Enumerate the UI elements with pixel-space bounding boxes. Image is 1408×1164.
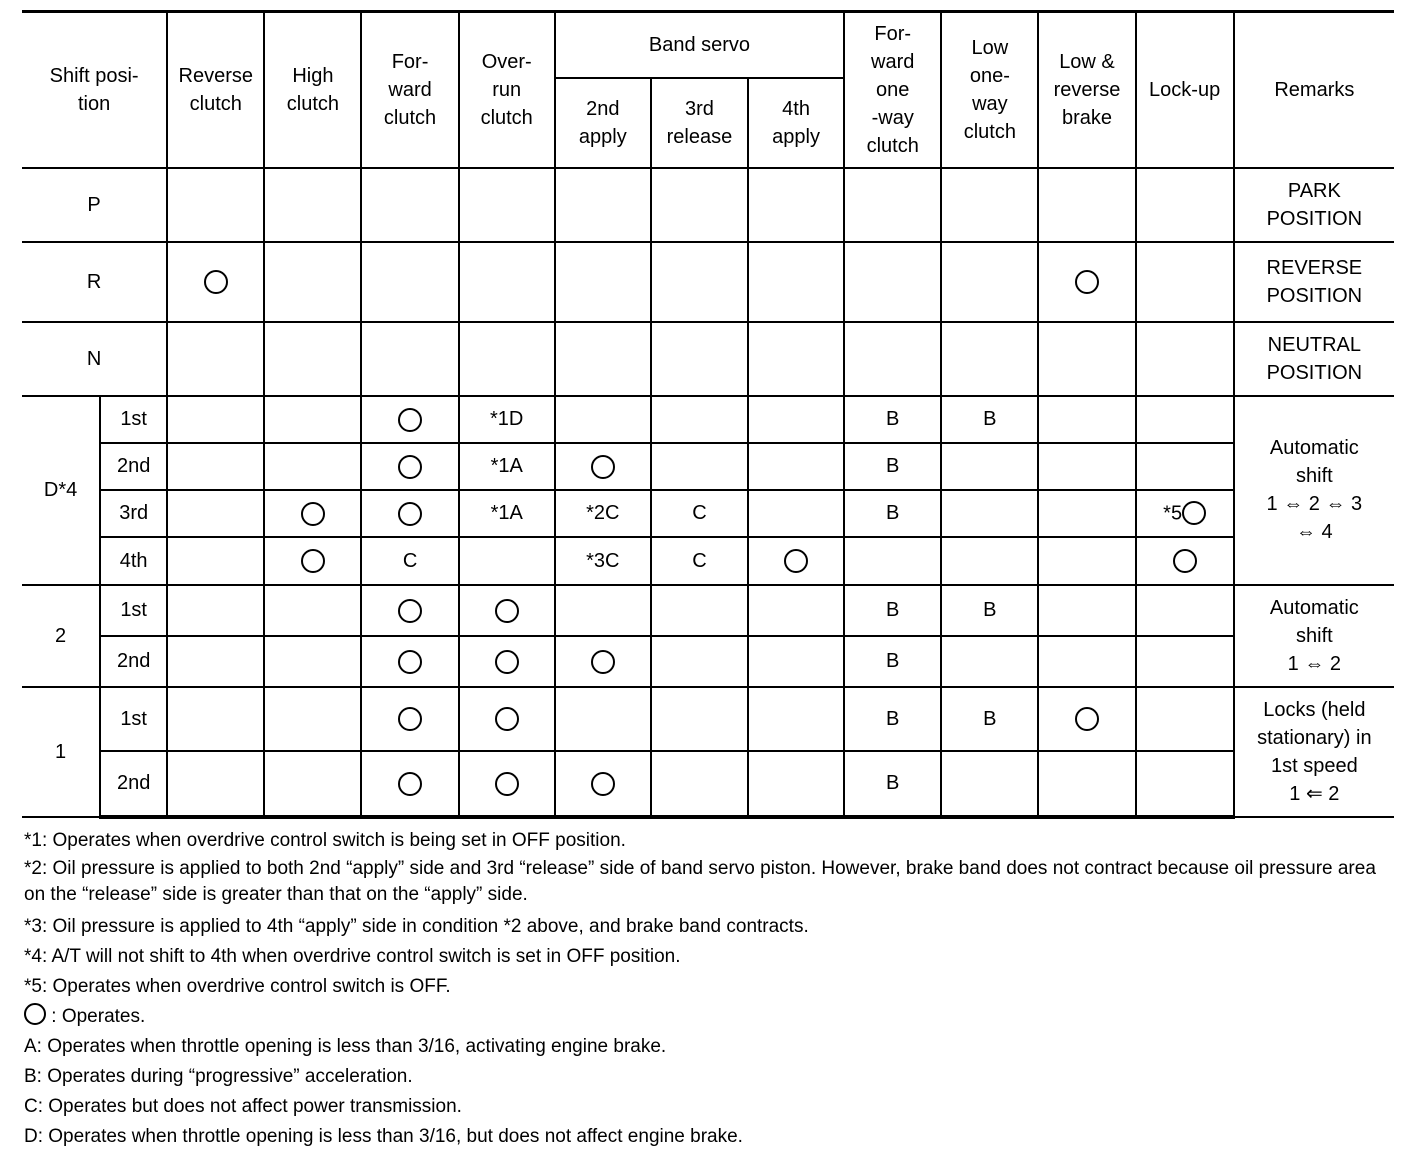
table-row: [22, 396, 1394, 443]
gear-label: 2nd: [100, 636, 167, 687]
table-cell: [555, 751, 651, 817]
table-cell: [167, 322, 264, 396]
table-cell: [167, 242, 264, 322]
table-cell: [264, 242, 361, 322]
footnote-3: *3: Oil pressure is applied to 4th “apply” side in condition *2 above, and brake band contracts.: [24, 916, 809, 937]
table-cell: [555, 396, 651, 443]
position-p: P: [22, 168, 167, 242]
table-cell: B: [844, 490, 941, 537]
table-cell: [844, 322, 941, 396]
table-cell: [651, 585, 748, 636]
table-cell: [1038, 396, 1135, 443]
header-reverse-clutch: Reverse clutch: [167, 12, 264, 168]
table-cell: [1136, 168, 1234, 242]
table-cell: [1136, 443, 1234, 490]
table-row: [22, 585, 1394, 636]
table-cell: [941, 751, 1038, 817]
header-forward-one-way-clutch: For- ward one -way clutch: [844, 12, 941, 168]
table-cell: [941, 242, 1038, 322]
operates-circle-icon: [1075, 270, 1099, 294]
legend-d: D: Operates when throttle opening is less than 3/16, but does not affect engine brake.: [24, 1126, 743, 1147]
operates-circle-icon: [591, 455, 615, 479]
table-cell: B: [844, 585, 941, 636]
operates-circle-icon: [1182, 501, 1206, 525]
table-cell: [459, 242, 555, 322]
table-row: [22, 636, 1394, 687]
table-cell: [1136, 490, 1234, 537]
table-cell: [361, 687, 458, 751]
table-cell: [651, 322, 748, 396]
table-cell: [361, 396, 458, 443]
operates-circle-icon: [591, 772, 615, 796]
table-cell: [264, 322, 361, 396]
footnote-4: *4: A/T will not shift to 4th when overdrive control switch is set in OFF position.: [24, 946, 681, 967]
legend-operates-label: : Operates.: [51, 1006, 146, 1027]
table-cell: [1038, 537, 1135, 585]
remarks-neutral: NEUTRAL POSITION: [1234, 322, 1394, 396]
table-cell: [844, 537, 941, 585]
operates-circle-icon: [591, 650, 615, 674]
table-cell: [264, 443, 361, 490]
table-cell: [459, 168, 555, 242]
operates-circle-icon: [398, 650, 422, 674]
table-cell: B: [941, 396, 1038, 443]
header-lock-up: Lock-up: [1136, 12, 1234, 168]
table-row: [22, 751, 1394, 817]
table-cell: *1A: [459, 490, 555, 537]
operates-circle-icon: [495, 599, 519, 623]
table-cell: [1136, 585, 1234, 636]
operates-circle-icon: [495, 707, 519, 731]
table-cell: [748, 168, 844, 242]
table-cell: [459, 687, 555, 751]
operates-circle-icon: [398, 707, 422, 731]
table-cell: [1038, 490, 1135, 537]
table-cell: *1A: [459, 443, 555, 490]
table-cell: [748, 242, 844, 322]
remarks-reverse: REVERSE POSITION: [1234, 242, 1394, 322]
header-low-one-way-clutch: Low one- way clutch: [941, 12, 1038, 168]
operates-circle-icon: [24, 1003, 46, 1025]
header-band-servo: Band servo: [555, 12, 844, 78]
table-cell: [1136, 396, 1234, 443]
table-cell: [555, 242, 651, 322]
table-cell: [651, 396, 748, 443]
table-cell: [651, 636, 748, 687]
gear-label: 1st: [100, 585, 167, 636]
operates-circle-icon: [495, 650, 519, 674]
gear-label: 1st: [100, 687, 167, 751]
table-cell: [264, 537, 361, 585]
table-cell: [651, 168, 748, 242]
table-cell: [264, 687, 361, 751]
table-cell: [1136, 751, 1234, 817]
table-cell: [1038, 168, 1135, 242]
table-cell: [1038, 322, 1135, 396]
table-cell: [1136, 242, 1234, 322]
header-overrun-clutch: Over- run clutch: [459, 12, 555, 168]
table-cell: C: [651, 490, 748, 537]
table-cell: [941, 322, 1038, 396]
table-cell: [555, 636, 651, 687]
table-cell: [361, 443, 458, 490]
table-cell: [748, 537, 844, 585]
table-cell: [167, 490, 264, 537]
table-cell: [1136, 687, 1234, 751]
table-cell: [651, 751, 748, 817]
operates-circle-icon: [398, 455, 422, 479]
table-cell: [1038, 242, 1135, 322]
position-2: 2: [22, 585, 100, 687]
table-cell: [264, 168, 361, 242]
table-cell: [264, 636, 361, 687]
table-cell: B: [941, 687, 1038, 751]
table-row: [22, 490, 1394, 537]
table-cell: [1136, 322, 1234, 396]
header-low-reverse-brake: Low & reverse brake: [1038, 12, 1135, 168]
position-r: R: [22, 242, 167, 322]
table-cell: [555, 585, 651, 636]
remarks-first: Locks (held stationary) in 1st speed 1 ⇐ 2: [1234, 687, 1394, 817]
table-row: [22, 443, 1394, 490]
header-band-4th-apply: 4th apply: [748, 78, 844, 168]
table-cell: [459, 322, 555, 396]
table-cell: [361, 322, 458, 396]
table-cell: B: [844, 396, 941, 443]
table-cell: [748, 585, 844, 636]
table-cell: [264, 490, 361, 537]
remarks-park: PARK POSITION: [1234, 168, 1394, 242]
gear-label: 1st: [100, 396, 167, 443]
table-cell: [748, 490, 844, 537]
table-cell: [459, 537, 555, 585]
gear-label: 3rd: [100, 490, 167, 537]
table-cell: [651, 242, 748, 322]
table-cell: [1038, 687, 1135, 751]
legend-c: C: Operates but does not affect power transmission.: [24, 1096, 462, 1117]
table-cell: [264, 751, 361, 817]
table-row: [22, 322, 1394, 396]
remarks-second: Automatic shift 1 ⇔ 2: [1234, 585, 1394, 687]
table-cell: [941, 443, 1038, 490]
legend-operates: [24, 1002, 1400, 1032]
position-d: D*4: [22, 396, 100, 585]
header-high-clutch: High clutch: [264, 12, 361, 168]
table-cell: [167, 396, 264, 443]
table-cell: [941, 537, 1038, 585]
gear-label: 4th: [100, 537, 167, 585]
operates-circle-icon: [1173, 549, 1197, 573]
table-cell: [1136, 537, 1234, 585]
position-1: 1: [22, 687, 100, 817]
table-cell: [555, 687, 651, 751]
position-n: N: [22, 322, 167, 396]
table-cell: [555, 443, 651, 490]
table-cell: [167, 443, 264, 490]
table-cell: [459, 636, 555, 687]
footnote-5: *5: Operates when overdrive control switch is OFF.: [24, 976, 451, 997]
table-cell: [361, 585, 458, 636]
footnote-2: *2: Oil pressure is applied to both 2nd “apply” side and 3rd “release” side of band servo piston. However, brake band does not contract because oil pressure area on the “release” side is greater than that on the “apply” side.: [24, 858, 1376, 905]
remarks-drive: Automatic shift 1 ⇔ 2 ⇔ 3 ⇔ 4: [1234, 396, 1394, 585]
table-cell: [941, 490, 1038, 537]
table-row: [22, 687, 1394, 751]
table-cell: B: [844, 751, 941, 817]
table-cell: [748, 636, 844, 687]
table-cell: [264, 396, 361, 443]
table-cell: [1136, 636, 1234, 687]
table-cell: [555, 322, 651, 396]
table-cell: [167, 751, 264, 817]
operates-circle-icon: [784, 549, 808, 573]
table-cell: [748, 443, 844, 490]
operates-circle-icon: [1075, 707, 1099, 731]
lockup-note-label: *5: [1163, 502, 1183, 525]
table-cell: [844, 242, 941, 322]
table-cell: B: [844, 687, 941, 751]
table-cell: B: [844, 443, 941, 490]
operates-circle-icon: [398, 408, 422, 432]
table-cell: [264, 585, 361, 636]
table-row: [22, 168, 1394, 242]
header-band-3rd-release: 3rd release: [651, 78, 748, 168]
table-cell: *1D: [459, 396, 555, 443]
table-cell: [361, 751, 458, 817]
clutch-and-band-chart: [22, 10, 1394, 819]
table-cell: [941, 636, 1038, 687]
table-cell: [361, 490, 458, 537]
table-row: [22, 537, 1394, 585]
table-cell: [361, 242, 458, 322]
table-cell: [651, 443, 748, 490]
operates-circle-icon: [301, 502, 325, 526]
gear-label: 2nd: [100, 751, 167, 817]
gear-label: 2nd: [100, 443, 167, 490]
table-cell: [748, 322, 844, 396]
operates-circle-icon: [398, 502, 422, 526]
operates-circle-icon: [301, 549, 325, 573]
table-cell: [361, 636, 458, 687]
table-cell: [748, 751, 844, 817]
table-cell: [459, 585, 555, 636]
table-cell: [167, 636, 264, 687]
footnote-1: *1: Operates when overdrive control switch is being set in OFF position.: [24, 830, 626, 851]
table-cell: [844, 168, 941, 242]
operates-circle-icon: [398, 599, 422, 623]
header-remarks: Remarks: [1234, 12, 1394, 168]
table-cell: C: [651, 537, 748, 585]
table-cell: C: [361, 537, 458, 585]
table-row: [22, 242, 1394, 322]
header-shift-position: Shift posi- tion: [22, 12, 167, 168]
table-cell: [459, 751, 555, 817]
table-cell: [1038, 585, 1135, 636]
table-cell: B: [844, 636, 941, 687]
table-cell: [748, 687, 844, 751]
table-cell: *3C: [555, 537, 651, 585]
footnotes: [24, 826, 1400, 1152]
table-cell: *2C: [555, 490, 651, 537]
table-cell: [555, 168, 651, 242]
operates-circle-icon: [398, 772, 422, 796]
table-cell: [1038, 636, 1135, 687]
table-cell: [1038, 751, 1135, 817]
operates-circle-icon: [495, 772, 519, 796]
table-cell: B: [941, 585, 1038, 636]
legend-b: B: Operates during “progressive” acceleration.: [24, 1066, 413, 1087]
table-cell: [167, 537, 264, 585]
table-cell: [167, 687, 264, 751]
header-band-2nd-apply: 2nd apply: [555, 78, 651, 168]
header-forward-clutch: For- ward clutch: [361, 12, 458, 168]
legend-a: A: Operates when throttle opening is less than 3/16, activating engine brake.: [24, 1036, 667, 1057]
table-cell: [941, 168, 1038, 242]
table-cell: [167, 168, 264, 242]
table-cell: [167, 585, 264, 636]
table-cell: [651, 687, 748, 751]
table-cell: [1038, 443, 1135, 490]
operates-circle-icon: [204, 270, 228, 294]
table-cell: [748, 396, 844, 443]
table-cell: [361, 168, 458, 242]
